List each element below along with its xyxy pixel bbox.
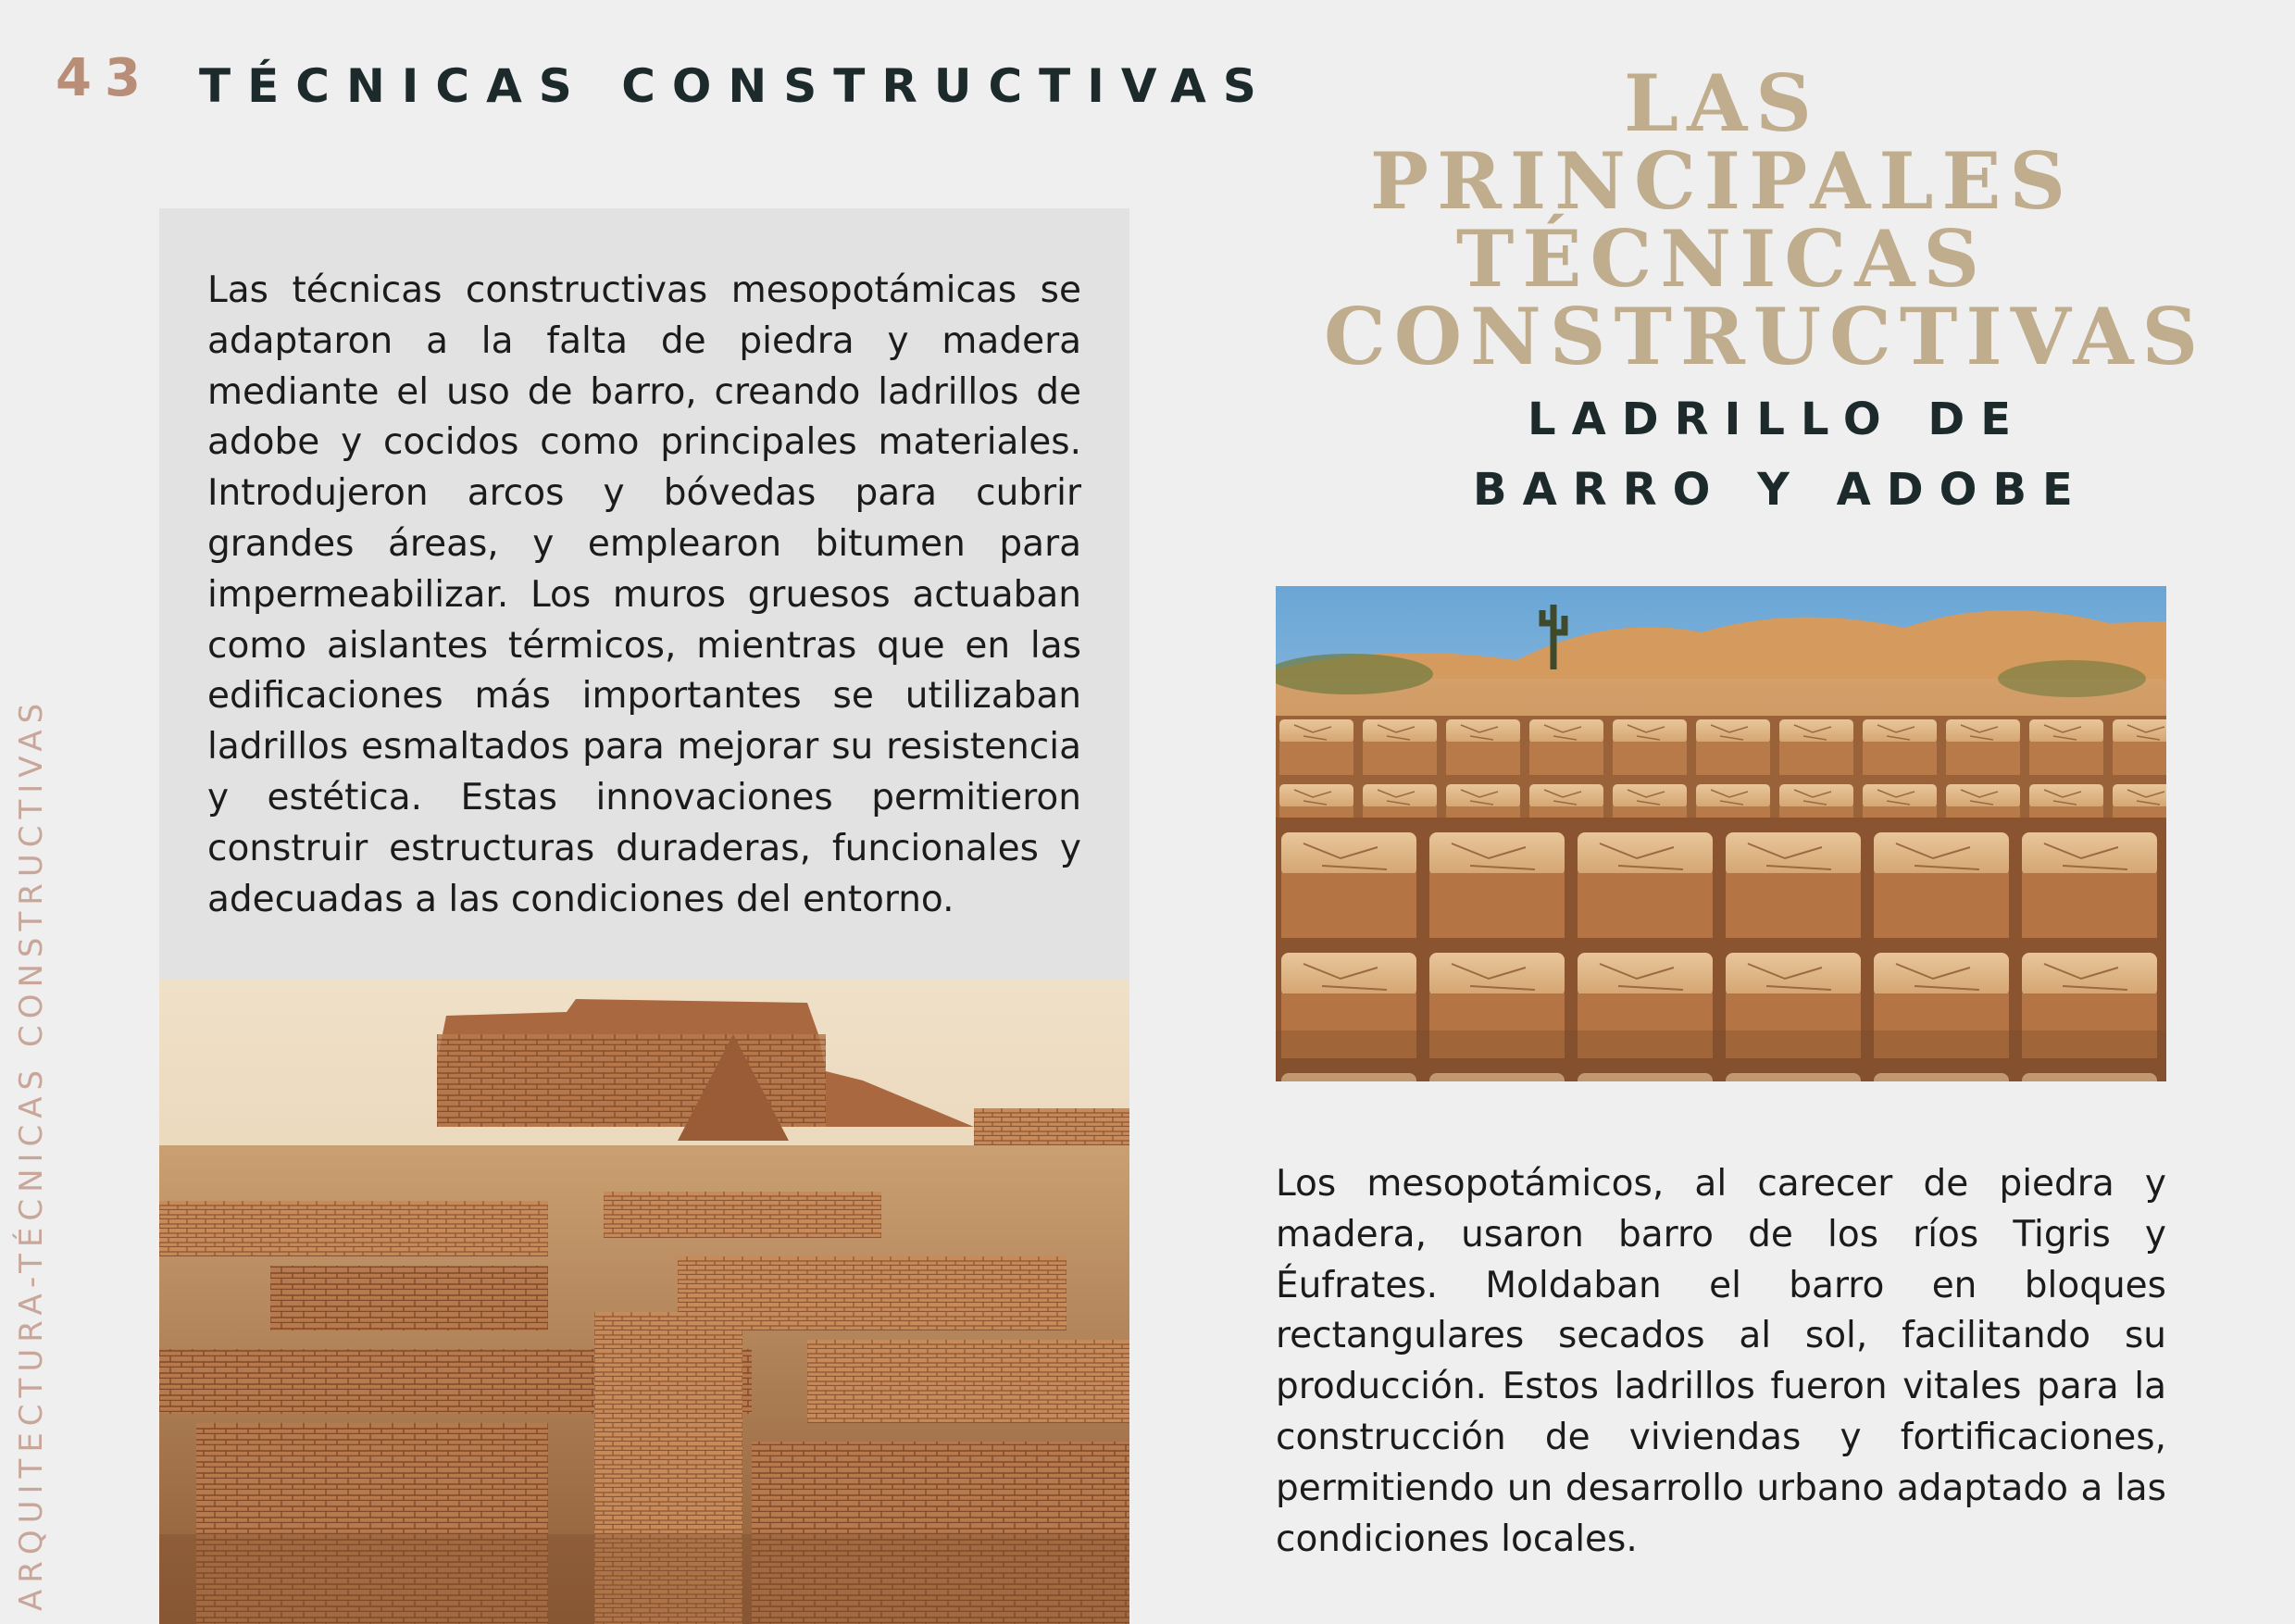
main-heading-line: TÉCNICAS	[1455, 213, 1989, 305]
ziggurat-ruins-photo	[159, 979, 1129, 1624]
body-paragraph: Los mesopotámicos, al carecer de piedra y madera, usaron barro de los ríos Tigris y Éufrates. Moldaban el barro en bloques rectangulares secados al sol, facilitando su producción. Estos ladrillos fueron vitales para la construcción de viviendas y fortificaciones, permitiendo un desarrollo urbano adaptado a las condiciones locales.	[1276, 1163, 2166, 1560]
section-title: TÉCNICAS CONSTRUCTIVAS	[199, 59, 1273, 113]
page-number: 43	[56, 48, 154, 108]
main-heading-line: CONSTRUCTIVAS	[1324, 291, 2207, 382]
adobe-bricks-photo	[1276, 586, 2166, 1081]
side-label: ARQUITECTURA-TÉCNICAS CONSTRUCTIVAS	[13, 696, 50, 1611]
intro-box	[159, 208, 1129, 979]
main-heading	[1324, 57, 2207, 382]
sub-heading-line: BARRO Y ADOBE	[1473, 464, 2089, 516]
main-heading-line: LAS PRINCIPALES	[1369, 57, 2075, 227]
intro-paragraph: Las técnicas constructivas mesopotámicas se adaptaron a la falta de piedra y madera mediante el uso de barro, creando ladrillos de adobe y cocidos como principales materiales. Introdujeron arcos y bóvedas para cubrir grandes áreas, y emplearon bitumen para impermeabilizar. Los muros gruesos actuaban como aislantes térmicos, mientras que en las edificaciones más importantes se utilizaban ladrillos esmaltados para mejorar su resistencia y estética. Estas innovaciones permitieron construir estructuras duraderas, funcionales y adecuadas a las condiciones del entorno.	[207, 269, 1081, 920]
sub-heading-line: LADRILLO DE	[1528, 394, 2027, 445]
sub-heading	[1473, 384, 2295, 525]
